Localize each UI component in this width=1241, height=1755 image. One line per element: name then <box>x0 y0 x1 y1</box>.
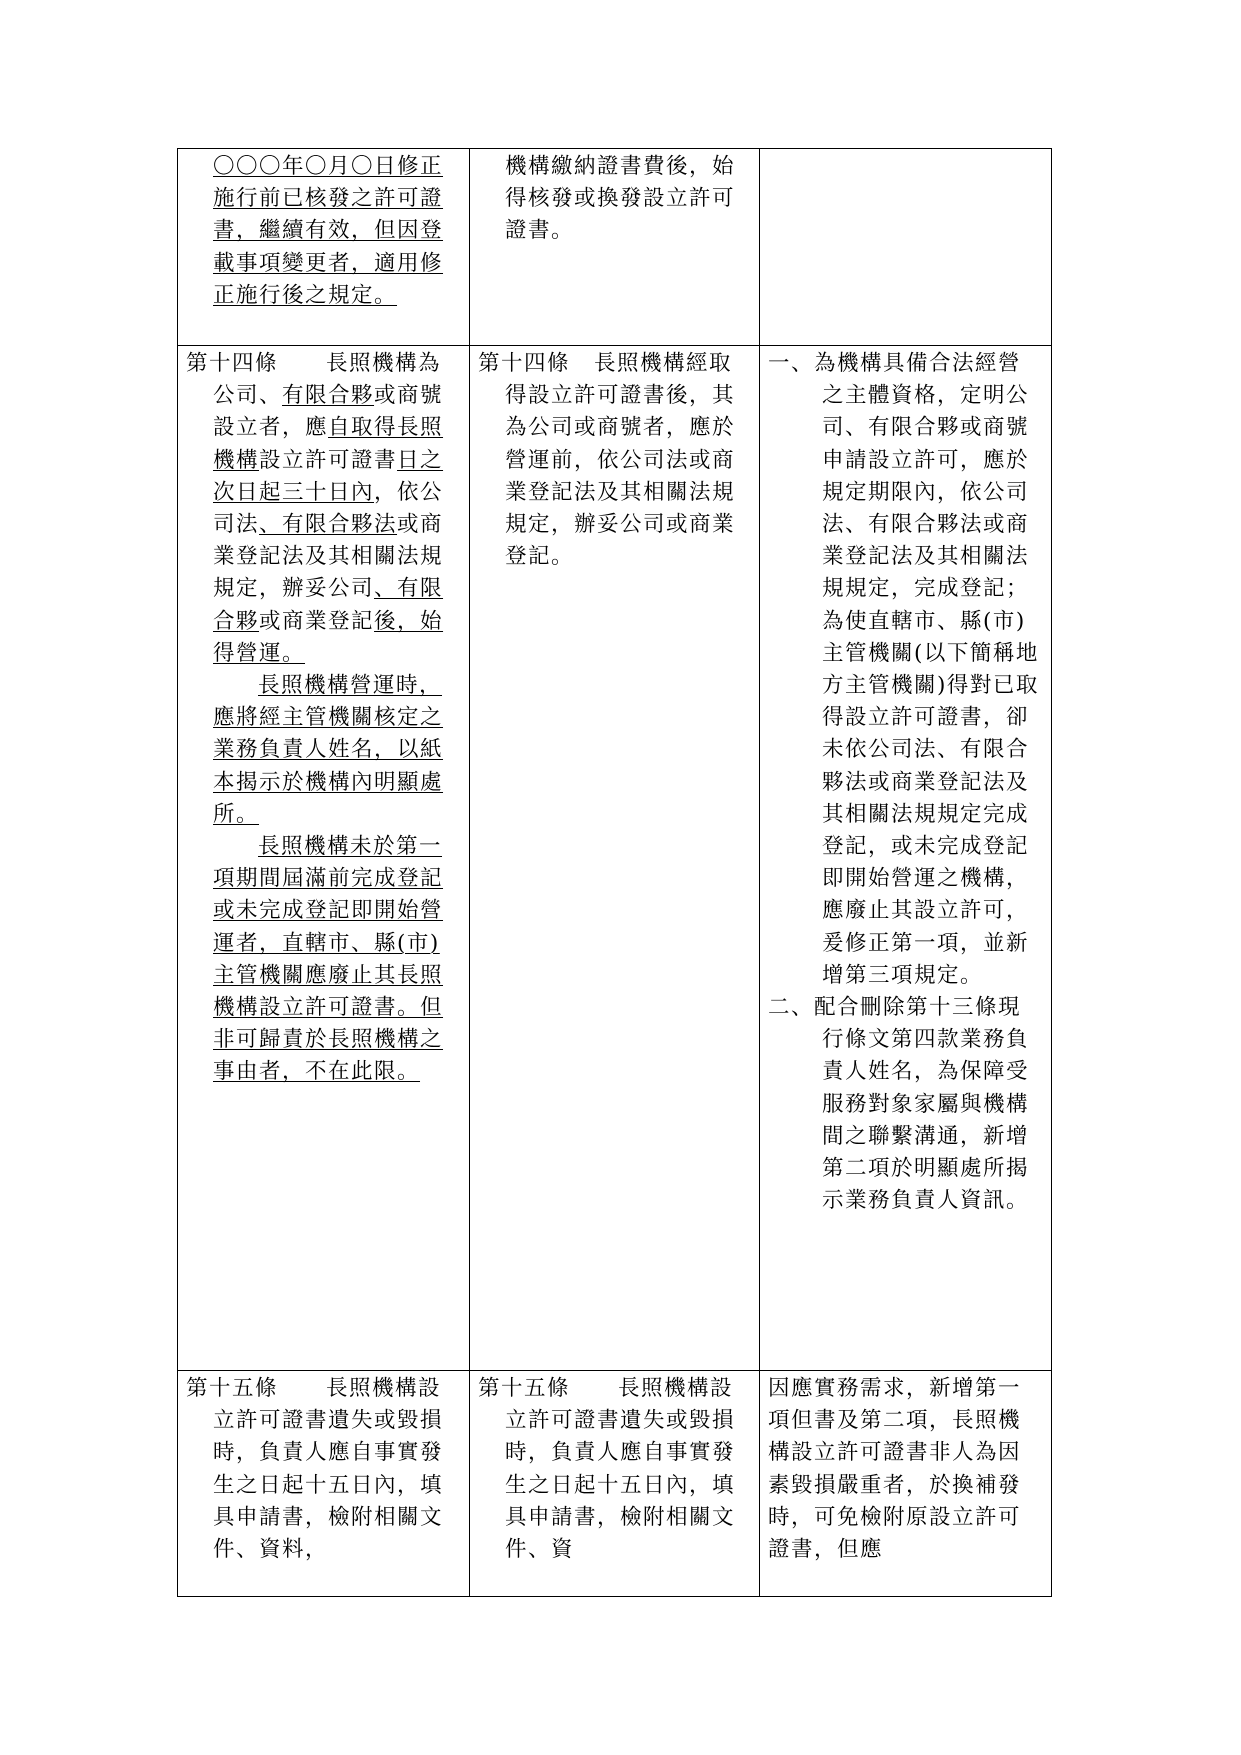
article-number: 第十四條 <box>186 351 279 376</box>
table-row <box>178 1371 1052 1597</box>
amended-text: 〇〇〇年〇月〇日修正施行前已核發之許可證書，繼續有效，但因登載事項變更者，適用修正施行後之規定。 <box>213 154 444 308</box>
amended-article-14: 第十四條 長照機構為公司、有限合夥或商號設立者，應自取得長照機構設立許可證書日之次日起三十日內，依公司法、有限合夥法或商業登記法及其相關法規規定，辦妥公司、有限合夥或商業登記後，始得營運。 <box>186 351 444 666</box>
note-cell <box>760 1371 1052 1597</box>
note-cell <box>760 346 1052 1371</box>
current-text: 機構繳納證書費後，始得核發或換發設立許可證書。 <box>505 154 736 244</box>
current-article-14: 第十四條 長照機構經取得設立許可證書後，其為公司或商號者，應於營運前，依公司法或商業登記法及其相關法規規定，辦妥公司或商業登記。 <box>478 351 736 570</box>
amended-paragraph-2: 長照機構營運時，應將經主管機關核定之業務負責人姓名，以紙本揭示於機構內明顯處所。 <box>213 673 444 827</box>
comparison-table <box>177 148 1052 1597</box>
note-cell <box>760 149 1052 346</box>
current-cell <box>470 346 760 1371</box>
amended-paragraph-3: 長照機構未於第一項期間屆滿前完成登記或未完成登記即開始營運者，直轄市、縣(市)主管機關應廢止其長照機構設立許可證書。但非可歸責於長照機構之事由者，不在此限。 <box>213 834 444 1085</box>
amended-cell <box>178 1371 470 1597</box>
table-row <box>178 346 1052 1371</box>
note-item-1: 一、為機構具備合法經營之主體資格，定明公司、有限合夥或商號申請設立許可，應於規定期限內，依公司法、有限合夥法或商業登記法及其相關法規規定，完成登記；為使直轄市、縣(市)主管機關(以下簡稱地方主管機關)得對已取得設立許可證書，卻未依公司法、有限合夥法或商業登記法及其相關法規規定完成登記，或未完成登記即開始營運之機構，應廢止其設立許可，爰修正第一項，並新增第三項規定。 <box>768 351 1039 988</box>
amended-cell <box>178 346 470 1371</box>
note-item-2: 二、配合刪除第十三條現行條文第四款業務負責人姓名，為保障受服務對象家屬與機構間之聯繫溝通，新增第二項於明顯處所揭示業務負責人資訊。 <box>768 995 1030 1214</box>
current-article-15: 第十五條 長照機構設立許可證書遺失或毀損時，負責人應自事實發生之日起十五日內，填具申請書，檢附相關文件、資 <box>478 1376 736 1563</box>
article-number: 第十五條 <box>186 1376 279 1401</box>
table-row <box>178 149 1052 346</box>
article-number: 第十四條 <box>478 351 571 376</box>
amended-cell <box>178 149 470 346</box>
current-cell <box>470 149 760 346</box>
note-text: 因應實務需求，新增第一項但書及第二項，長照機構設立許可證書非人為因素毀損嚴重者，於換補發時，可免檢附原設立許可證書，但應 <box>768 1376 1022 1563</box>
current-cell <box>470 1371 760 1597</box>
article-number: 第十五條 <box>478 1376 571 1401</box>
amended-article-15: 第十五條 長照機構設立許可證書遺失或毀損時，負責人應自事實發生之日起十五日內，填具申請書，檢附相關文件、資料， <box>186 1376 444 1563</box>
